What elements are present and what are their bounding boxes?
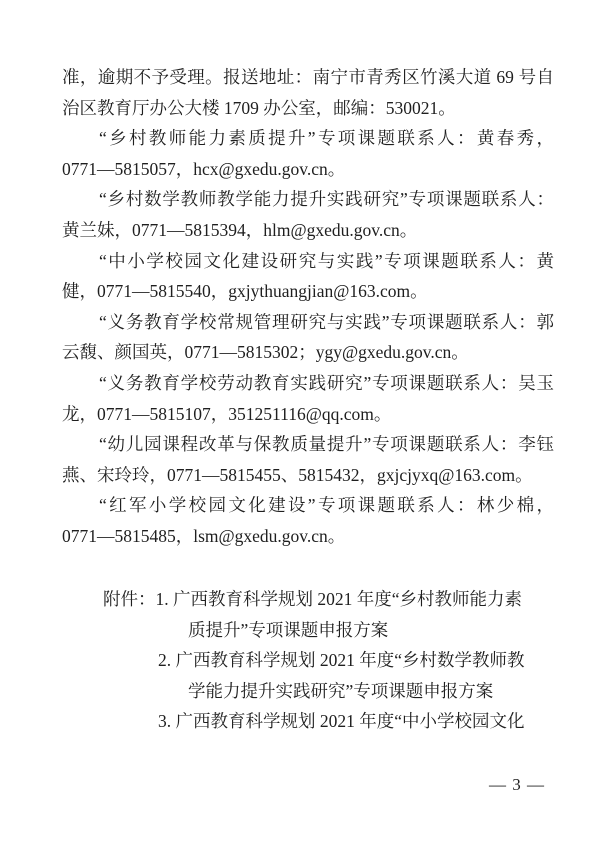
attachment-line: 2. 广西教育科学规划 2021 年度“乡村数学教师教 [158, 650, 525, 671]
document-body [62, 62, 554, 552]
body-line: 0771—5815057，hcx@gxedu.gov.cn。 [62, 158, 346, 179]
attachment-list [62, 584, 554, 737]
attachment-item-text: 1. 广西教育科学规划 2021 年度“乡村教师能力素 [155, 589, 523, 609]
body-line: 0771—5815485，lsm@gxedu.gov.cn。 [62, 525, 346, 546]
body-line: 黄兰妹，0771—5815394，hlm@gxedu.gov.cn。 [62, 219, 418, 240]
page-number: — 3 — [489, 775, 545, 794]
body-line: “乡村教师能力素质提升”专项课题联系人：黄春秀， [99, 128, 554, 149]
body-line: “中小学校园文化建设研究与实践”专项课题联系人：黄 [99, 250, 554, 271]
body-line: 治区教育厅办公大楼 1709 办公室，邮编：530021。 [62, 97, 456, 118]
body-line: “幼儿园课程改革与保教质量提升”专项课题联系人：李钰 [99, 434, 554, 455]
body-line: 健，0771—5815540，gxjythuangjian@163.com。 [62, 281, 428, 302]
attachment-line: 质提升”专项课题申报方案 [188, 619, 389, 640]
attachment-line: 学能力提升实践研究”专项课题申报方案 [188, 680, 494, 701]
body-line: “义务教育学校劳动教育实践研究”专项课题联系人：吴玉 [99, 372, 554, 393]
body-line: 燕、宋玲玲，0771—5815455、5815432，gxjcjyxq@163.com。 [62, 464, 533, 485]
body-line: “乡村数学教师教学能力提升实践研究”专项课题联系人： [99, 189, 554, 210]
body-line: 龙，0771—5815107，351251116@qq.com。 [62, 403, 392, 424]
body-line: “义务教育学校常规管理研究与实践”专项课题联系人：郭 [99, 311, 554, 332]
body-line: “红军小学校园文化建设”专项课题联系人：林少棉， [99, 495, 554, 516]
body-line: 准，逾期不予受理。报送地址：南宁市青秀区竹溪大道 69 号自 [62, 67, 554, 87]
attachment-line [62, 584, 554, 615]
attachment-line: 3. 广西教育科学规划 2021 年度“中小学校园文化 [158, 711, 525, 732]
attachment-label: 附件： [103, 589, 156, 609]
body-line: 云馥、颜国英，0771—5815302；ygy@gxedu.gov.cn。 [62, 342, 469, 363]
